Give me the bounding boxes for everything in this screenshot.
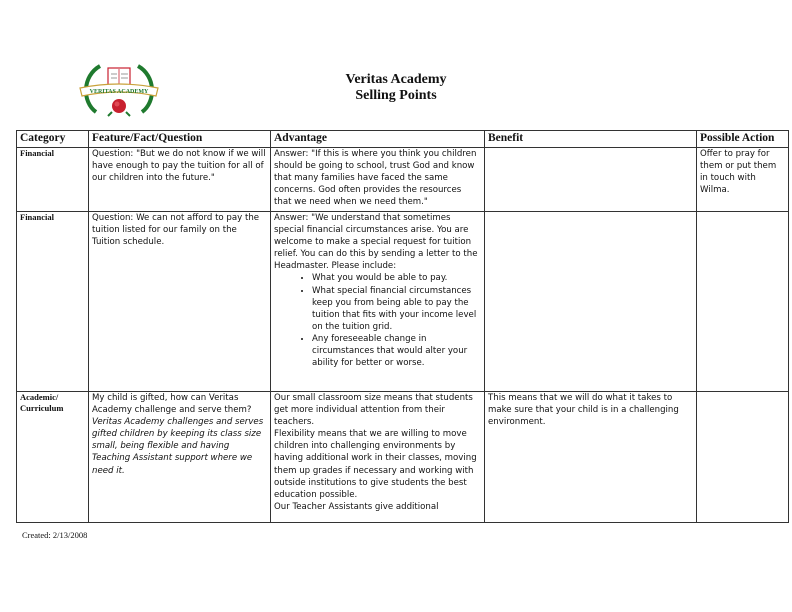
column-header: Advantage — [271, 131, 485, 148]
benefit-cell — [485, 212, 697, 392]
advantage-line: Our Teacher Assistants give additional — [274, 501, 439, 512]
category-cell: Financial — [17, 148, 89, 212]
advantage-bullet-list — [274, 272, 481, 369]
selling-points-table — [16, 130, 789, 523]
table-row — [17, 392, 789, 523]
school-logo — [78, 60, 160, 120]
category-cell: Financial — [17, 212, 89, 392]
table-row — [17, 212, 789, 392]
list-item: • What special financial circumstances keep you from being able to pay the tuition that fits with your income level on the tuition grid. — [312, 285, 481, 333]
advantage-cell — [271, 212, 485, 392]
list-item: • What you would be able to pay. — [312, 272, 481, 284]
action-cell — [697, 212, 789, 392]
column-header: Category — [17, 131, 89, 148]
feature-answer: Veritas Academy challenges and serves gifted children by keeping its class size small, being flexible and having Teaching Assistant support where we need it. — [92, 417, 264, 476]
title-block — [270, 72, 522, 104]
advantage-cell: Answer: "If this is where you think you children should be going to school, trust God and know that many families have faced the same concerns. God often provides the resources that we need when we need them." — [271, 148, 485, 212]
table-header-row — [17, 131, 789, 148]
advantage-cell — [271, 392, 485, 523]
page-title: Veritas Academy — [345, 72, 447, 87]
column-header: Feature/Fact/Question — [89, 131, 271, 148]
benefit-cell — [485, 148, 697, 212]
table-row — [17, 148, 789, 212]
list-item: • Any foreseeable change in circumstances that would alter your ability for better or worse. — [312, 333, 481, 369]
advantage-line: Flexibility means that we are willing to move children into challenging environments by having additional work in their classes, moving them up grades if necessary and working with outside institutions to give students the best education possible. — [274, 429, 477, 500]
feature-cell: Question: "But we do not know if we will have enough to pay the tuition for all of our children into the future." — [89, 148, 271, 212]
column-header: Possible Action — [697, 131, 789, 148]
advantage-text: Answer: "We understand that sometimes special financial circumstances arise. You are welcome to make a special request for tuition relief. You can do this by sending a letter to the Headmaster. Please include: — [274, 213, 478, 272]
page-subtitle: Selling Points — [355, 88, 437, 103]
column-header: Benefit — [485, 131, 697, 148]
action-cell: Offer to pray for them or put them in touch with Wilma. — [697, 148, 789, 212]
feature-cell: Question: We can not afford to pay the tuition listed for our family on the Tuition schedule. — [89, 212, 271, 392]
logo-banner-text: VERITAS ACADEMY — [89, 89, 149, 95]
school-crest-icon — [78, 60, 160, 120]
action-cell — [697, 392, 789, 523]
created-date: Created: 2/13/2008 — [22, 530, 88, 540]
feature-cell — [89, 392, 271, 523]
category-cell: Academic/ Curriculum — [17, 392, 89, 523]
benefit-cell: This means that we will do what it takes to make sure that your child is in a challenging environment. — [485, 392, 697, 523]
advantage-line: Our small classroom size means that students get more individual attention from their teachers. — [274, 393, 473, 428]
feature-question: My child is gifted, how can Veritas Academy challenge and serve them? — [92, 393, 252, 416]
